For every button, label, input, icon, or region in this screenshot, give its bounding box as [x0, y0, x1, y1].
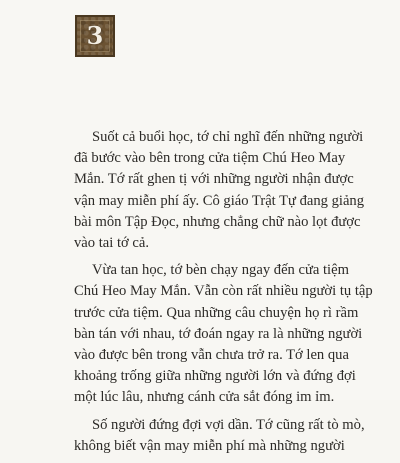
- text-line: đã bước vào bên trong cửa tiệm Chú Heo May: [74, 150, 346, 167]
- text-line: Mắn. Tớ rất ghen tị với những người nhận được: [74, 171, 354, 188]
- text-line: Suốt cả buổi học, tớ chỉ nghĩ đến những người: [92, 129, 364, 145]
- text-line: bàn tán với nhau, tớ đoán ngay ra là những người: [74, 325, 363, 342]
- paragraph-3: [74, 415, 364, 457]
- text-line: vào được bên trong vẫn chưa trở ra. Tớ len qua: [74, 347, 349, 364]
- chapter-number: 3: [86, 21, 104, 50]
- paragraph-2: [74, 260, 373, 408]
- text-line: Chú Heo May Mắn. Vẫn còn rất nhiều người tụ tập: [74, 283, 373, 300]
- text-line: trước cửa tiệm. Qua những câu chuyện họ rì rầm: [74, 304, 359, 321]
- text-line: bài môn Tập Đọc, nhưng chẳng chữ nào lọt được: [74, 213, 361, 230]
- text-line: vận may miễn phí ấy. Cô giáo Trật Tự đang giảng: [74, 192, 365, 209]
- text-line: Số người đứng đợi vợi dần. Tớ cũng rất tò mò,: [92, 416, 365, 433]
- text-line: Vừa tan học, tớ bèn chạy ngay đến cửa tiệm: [92, 262, 349, 279]
- text-line: không biết vận may miễn phí mà những người: [74, 437, 345, 454]
- paragraph-1: [74, 127, 364, 254]
- body-text: [74, 127, 373, 463]
- text-line: vào tai tớ cả.: [74, 235, 149, 252]
- chapter-badge: [75, 15, 115, 57]
- text-line: một lúc lâu, nhưng cánh cửa sắt đóng im ỉm.: [74, 389, 335, 406]
- text-line: khoảng trống giữa những người lớn và đứng đợi: [74, 368, 356, 385]
